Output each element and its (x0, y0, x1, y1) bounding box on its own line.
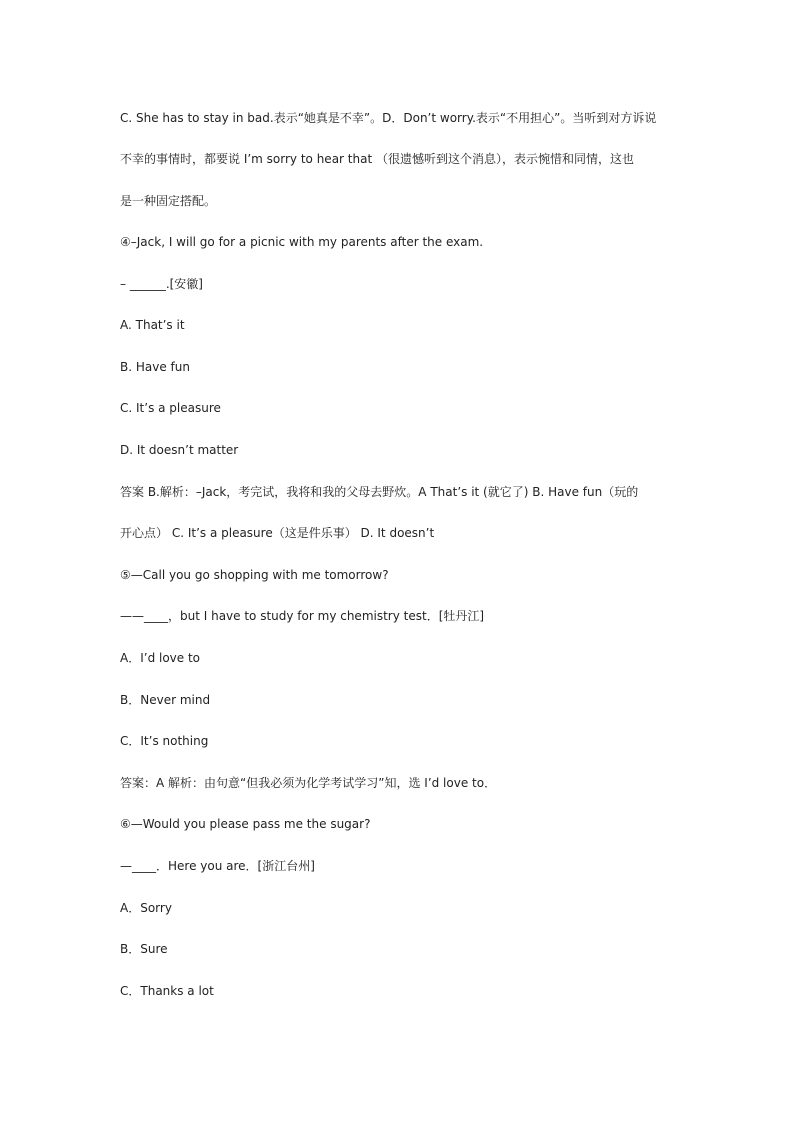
question-4-option-c: C. It’s a pleasure (120, 401, 221, 415)
question-5-option-b: B．Never mind (120, 693, 211, 707)
question-4-answer-line-2: 开心点） C. It’s a pleasure（这是件乐事） D. It doesn’t (120, 526, 435, 540)
question-6-option-b: B．Sure (120, 942, 168, 956)
question-5-answer: 答案：A 解析：由句意“但我必须为化学考试学习”知，选 I’d love to． (120, 776, 497, 790)
question-4-prompt: ④–Jack, I will go for a picnic with my parents after the exam. (120, 235, 484, 249)
question-4-option-b: B. Have fun (120, 360, 190, 374)
question-6-blank: —____．Here you are．[浙江台州] (120, 859, 315, 873)
question-4-option-a: A. That’s it (120, 318, 185, 332)
question-4-option-d: D. It doesn’t matter (120, 443, 239, 457)
question-5-option-c: C．It’s nothing (120, 734, 209, 748)
text-line-1: C. She has to stay in bad.表示“她真是不幸”。D．Don’t worry.表示“不用担心”。当听到对方诉说 (120, 111, 657, 125)
question-4-answer-line-1: 答案 B.解析：–Jack，考完试，我将和我的父母去野炊。A That’s it (就它了) B. Have fun（玩的 (120, 485, 639, 499)
text-line-3: 是一种固定搭配。 (120, 194, 217, 208)
question-4-blank: – ______.[安徽] (120, 277, 203, 291)
question-5-option-a: A．I’d love to (120, 651, 201, 665)
question-6-option-c: C．Thanks a lot (120, 984, 214, 998)
question-6-prompt: ⑥—Would you please pass me the sugar? (120, 817, 371, 831)
question-6-option-a: A．Sorry (120, 901, 172, 915)
question-5-blank: ——____，but I have to study for my chemistry test．[牡丹江] (120, 609, 485, 623)
question-5-prompt: ⑤—Call you go shopping with me tomorrow? (120, 568, 389, 582)
text-line-2: 不幸的事情时，都要说 I’m sorry to hear that （很遗憾听到这个消息），表示惋惜和同情，这也 (120, 152, 634, 166)
